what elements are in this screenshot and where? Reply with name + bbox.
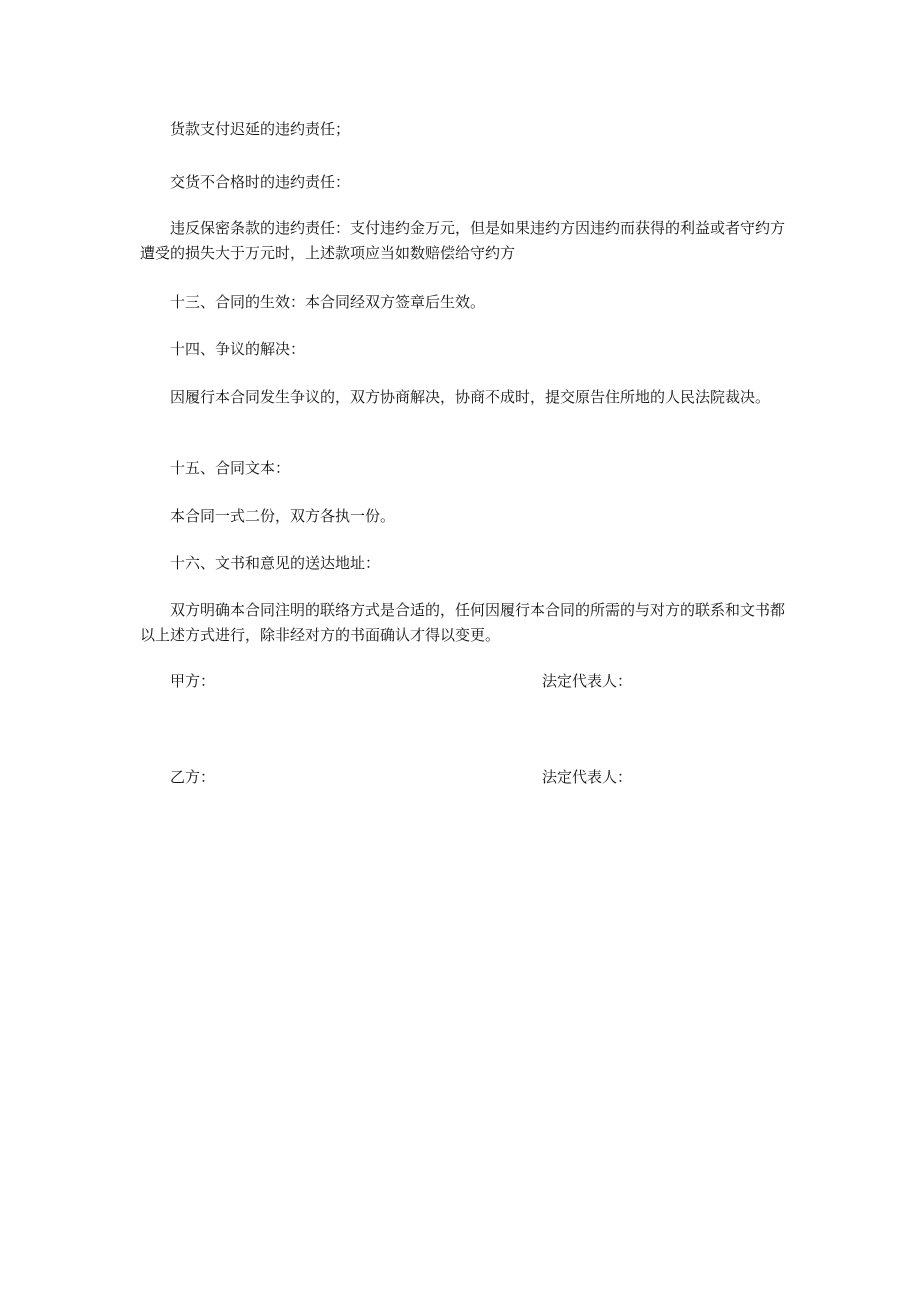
section-13-effectiveness: 十三、合同的生效：本合同经双方签章后生效。 bbox=[170, 293, 486, 311]
section-14-heading: 十四、争议的解决： bbox=[170, 340, 306, 358]
paragraph-delivery-defect: 交货不合格时的违约责任： bbox=[170, 173, 351, 191]
party-a-representative-label: 法定代表人： bbox=[542, 672, 633, 690]
paragraph-service-address: 双方明确本合同注明的联络方式是合适的，任何因履行本合同的所需的与对方的联系和文书都以上述方式进行，除非经对方的书面确认才得以变更。 bbox=[140, 601, 786, 644]
section-16-heading: 十六、文书和意见的送达地址： bbox=[170, 554, 381, 572]
party-b-representative-label: 法定代表人： bbox=[542, 768, 633, 786]
paragraph-contract-copies: 本合同一式二份，双方各执一份。 bbox=[170, 507, 396, 525]
paragraph-confidentiality-breach: 违反保密条款的违约责任：支付违约金万元，但是如果违约方因违约而获得的利益或者守约方遭受的损失大于万元时，上述款项应当如数赔偿给守约方 bbox=[140, 219, 786, 262]
signature-row-party-b bbox=[170, 765, 792, 790]
paragraph-payment-delay: 货款支付迟延的违约责任； bbox=[170, 120, 351, 138]
section-15-heading: 十五、合同文本： bbox=[170, 459, 291, 477]
signature-row-party-a bbox=[170, 669, 792, 694]
party-a-label: 甲方： bbox=[170, 672, 216, 690]
party-b-label: 乙方： bbox=[170, 768, 216, 786]
paragraph-dispute-resolution: 因履行本合同发生争议的，双方协商解决，协商不成时，提交原告住所地的人民法院裁决。 bbox=[170, 388, 771, 406]
